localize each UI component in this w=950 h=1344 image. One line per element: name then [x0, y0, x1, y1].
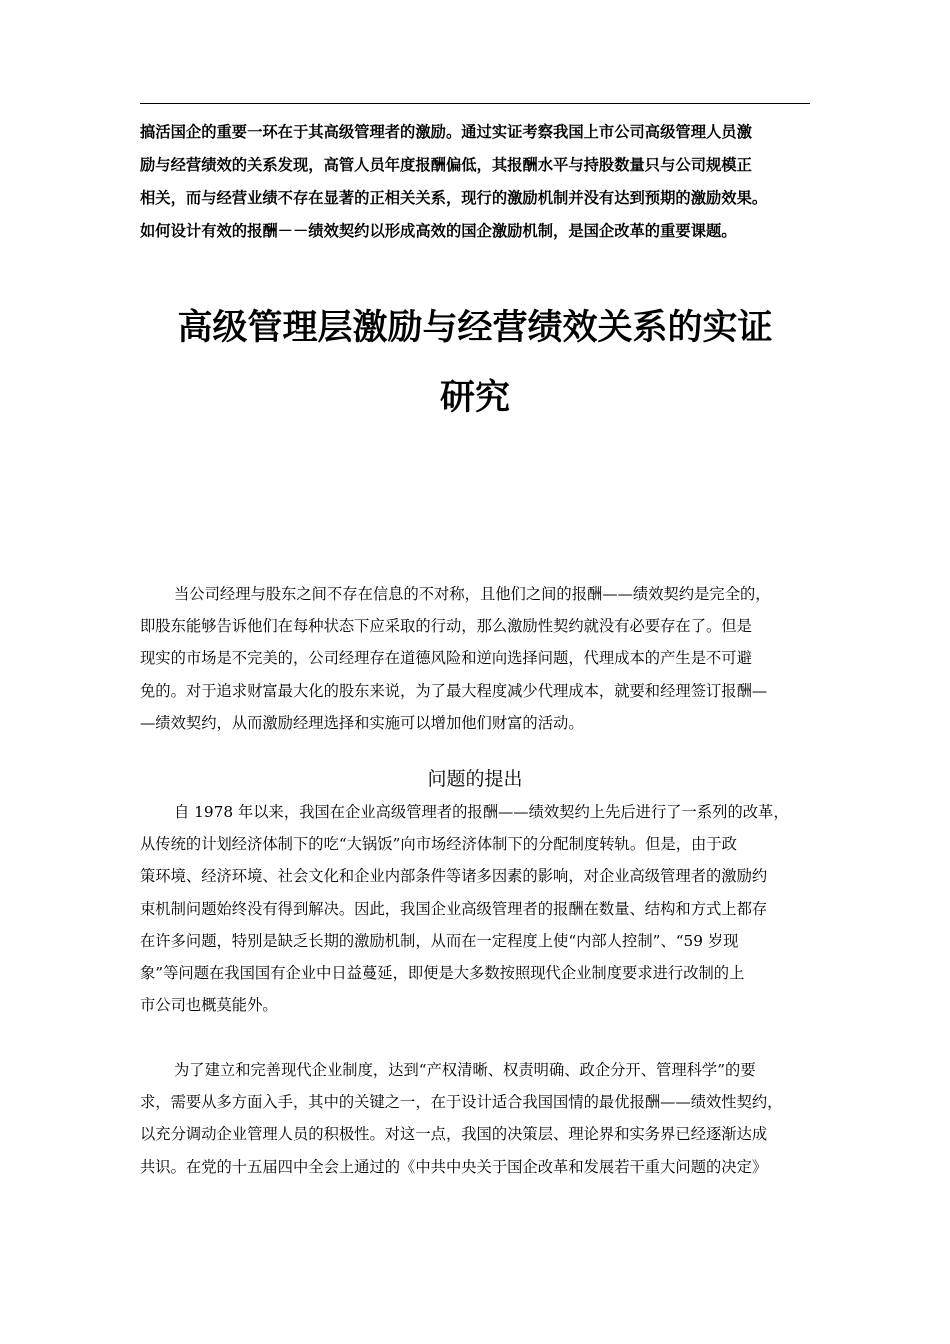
abstract-line: 励与经营绩效的关系发现，高管人员年度报酬偏低，其报酬水平与持股数量只与公司规模正: [140, 156, 752, 174]
paragraph-line: 象”等问题在我国国有企业中日益蔓延，即便是大多数按照现代企业制度要求进行改制的上: [140, 964, 745, 983]
intro-line: 免的。对于追求财富最大化的股东来说，为了最大程度减少代理成本，就要和经理签订报酬—: [140, 681, 768, 700]
title-line-2: 研究: [439, 378, 510, 418]
paragraph-line: 共识。在党的十五届四中全会上通过的《中共中央关于国企改革和发展若干重大问题的决定》: [140, 1157, 768, 1176]
document-title: [140, 293, 810, 433]
paragraph-line: 从传统的计划经济体制下的吃“大锅饭”向市场经济体制下的分配制度转轨。但是，由于政: [140, 835, 737, 854]
paragraph-line: 策环境、经济环境、社会文化和企业内部条件等诸多因素的影响，对企业高级管理者的激励约: [140, 867, 768, 886]
abstract-line: 搞活国企的重要一环在于其高级管理者的激励。通过实证考察我国上市公司高级管理人员激: [140, 123, 752, 141]
abstract: [140, 116, 812, 248]
intro-line: 即股东能够告诉他们在每种状态下应采取的行动，那么激励性契约就没有必要存在了。但是: [140, 617, 752, 636]
paragraph-line: 在许多问题，特别是缺乏长期的激励机制，从而在一定程度上使“内部人控制”、“59 岁现: [140, 931, 739, 950]
title-line-1: 高级管理层激励与经营绩效关系的实证: [177, 308, 773, 348]
paragraph-line: 以充分调动企业管理人员的积极性。对这一点，我国的决策层、理论界和实务界已经逐渐达成: [140, 1125, 768, 1144]
header-rule: [140, 103, 810, 104]
intro-line: 当公司经理与股东之间不存在信息的不对称，且他们之间的报酬——绩效契约是完全的，: [174, 585, 771, 603]
paragraph-line: 自 1978 年以来，我国在企业高级管理者的报酬——绩效契约上先后进行了一系列的改革，: [174, 803, 789, 821]
paragraph-line: 束机制问题始终没有得到解决。因此，我国企业高级管理者的报酬在数量、结构和方式上都存: [140, 899, 768, 918]
section-paragraph-1: [140, 796, 816, 1021]
paragraph-line: 求，需要从多方面入手，其中的关键之一，在于设计适合我国国情的最优报酬——绩效性契约，: [140, 1093, 783, 1112]
intro-paragraph: [140, 578, 816, 739]
abstract-line: 如何设计有效的报酬－－绩效契约以形成高效的国企激励机制，是国企改革的重要课题。: [140, 222, 737, 240]
section-heading: 问题的提出: [427, 768, 523, 790]
paragraph-line: 市公司也概莫能外。: [140, 996, 278, 1015]
section-paragraph-2: [140, 1054, 816, 1183]
abstract-line: 相关，而与经营业绩不存在显著的正相关关系，现行的激励机制并没有达到预期的激励效果。: [140, 189, 768, 207]
intro-line: —绩效契约，从而激励经理选择和实施可以增加他们财富的活动。: [140, 713, 584, 732]
intro-line: 现实的市场是不完美的，公司经理存在道德风险和逆向选择问题，代理成本的产生是不可避: [140, 649, 752, 668]
paragraph-line: 为了建立和完善现代企业制度，达到“产权清晰、权责明确、政企分开、管理科学”的要: [174, 1061, 756, 1079]
